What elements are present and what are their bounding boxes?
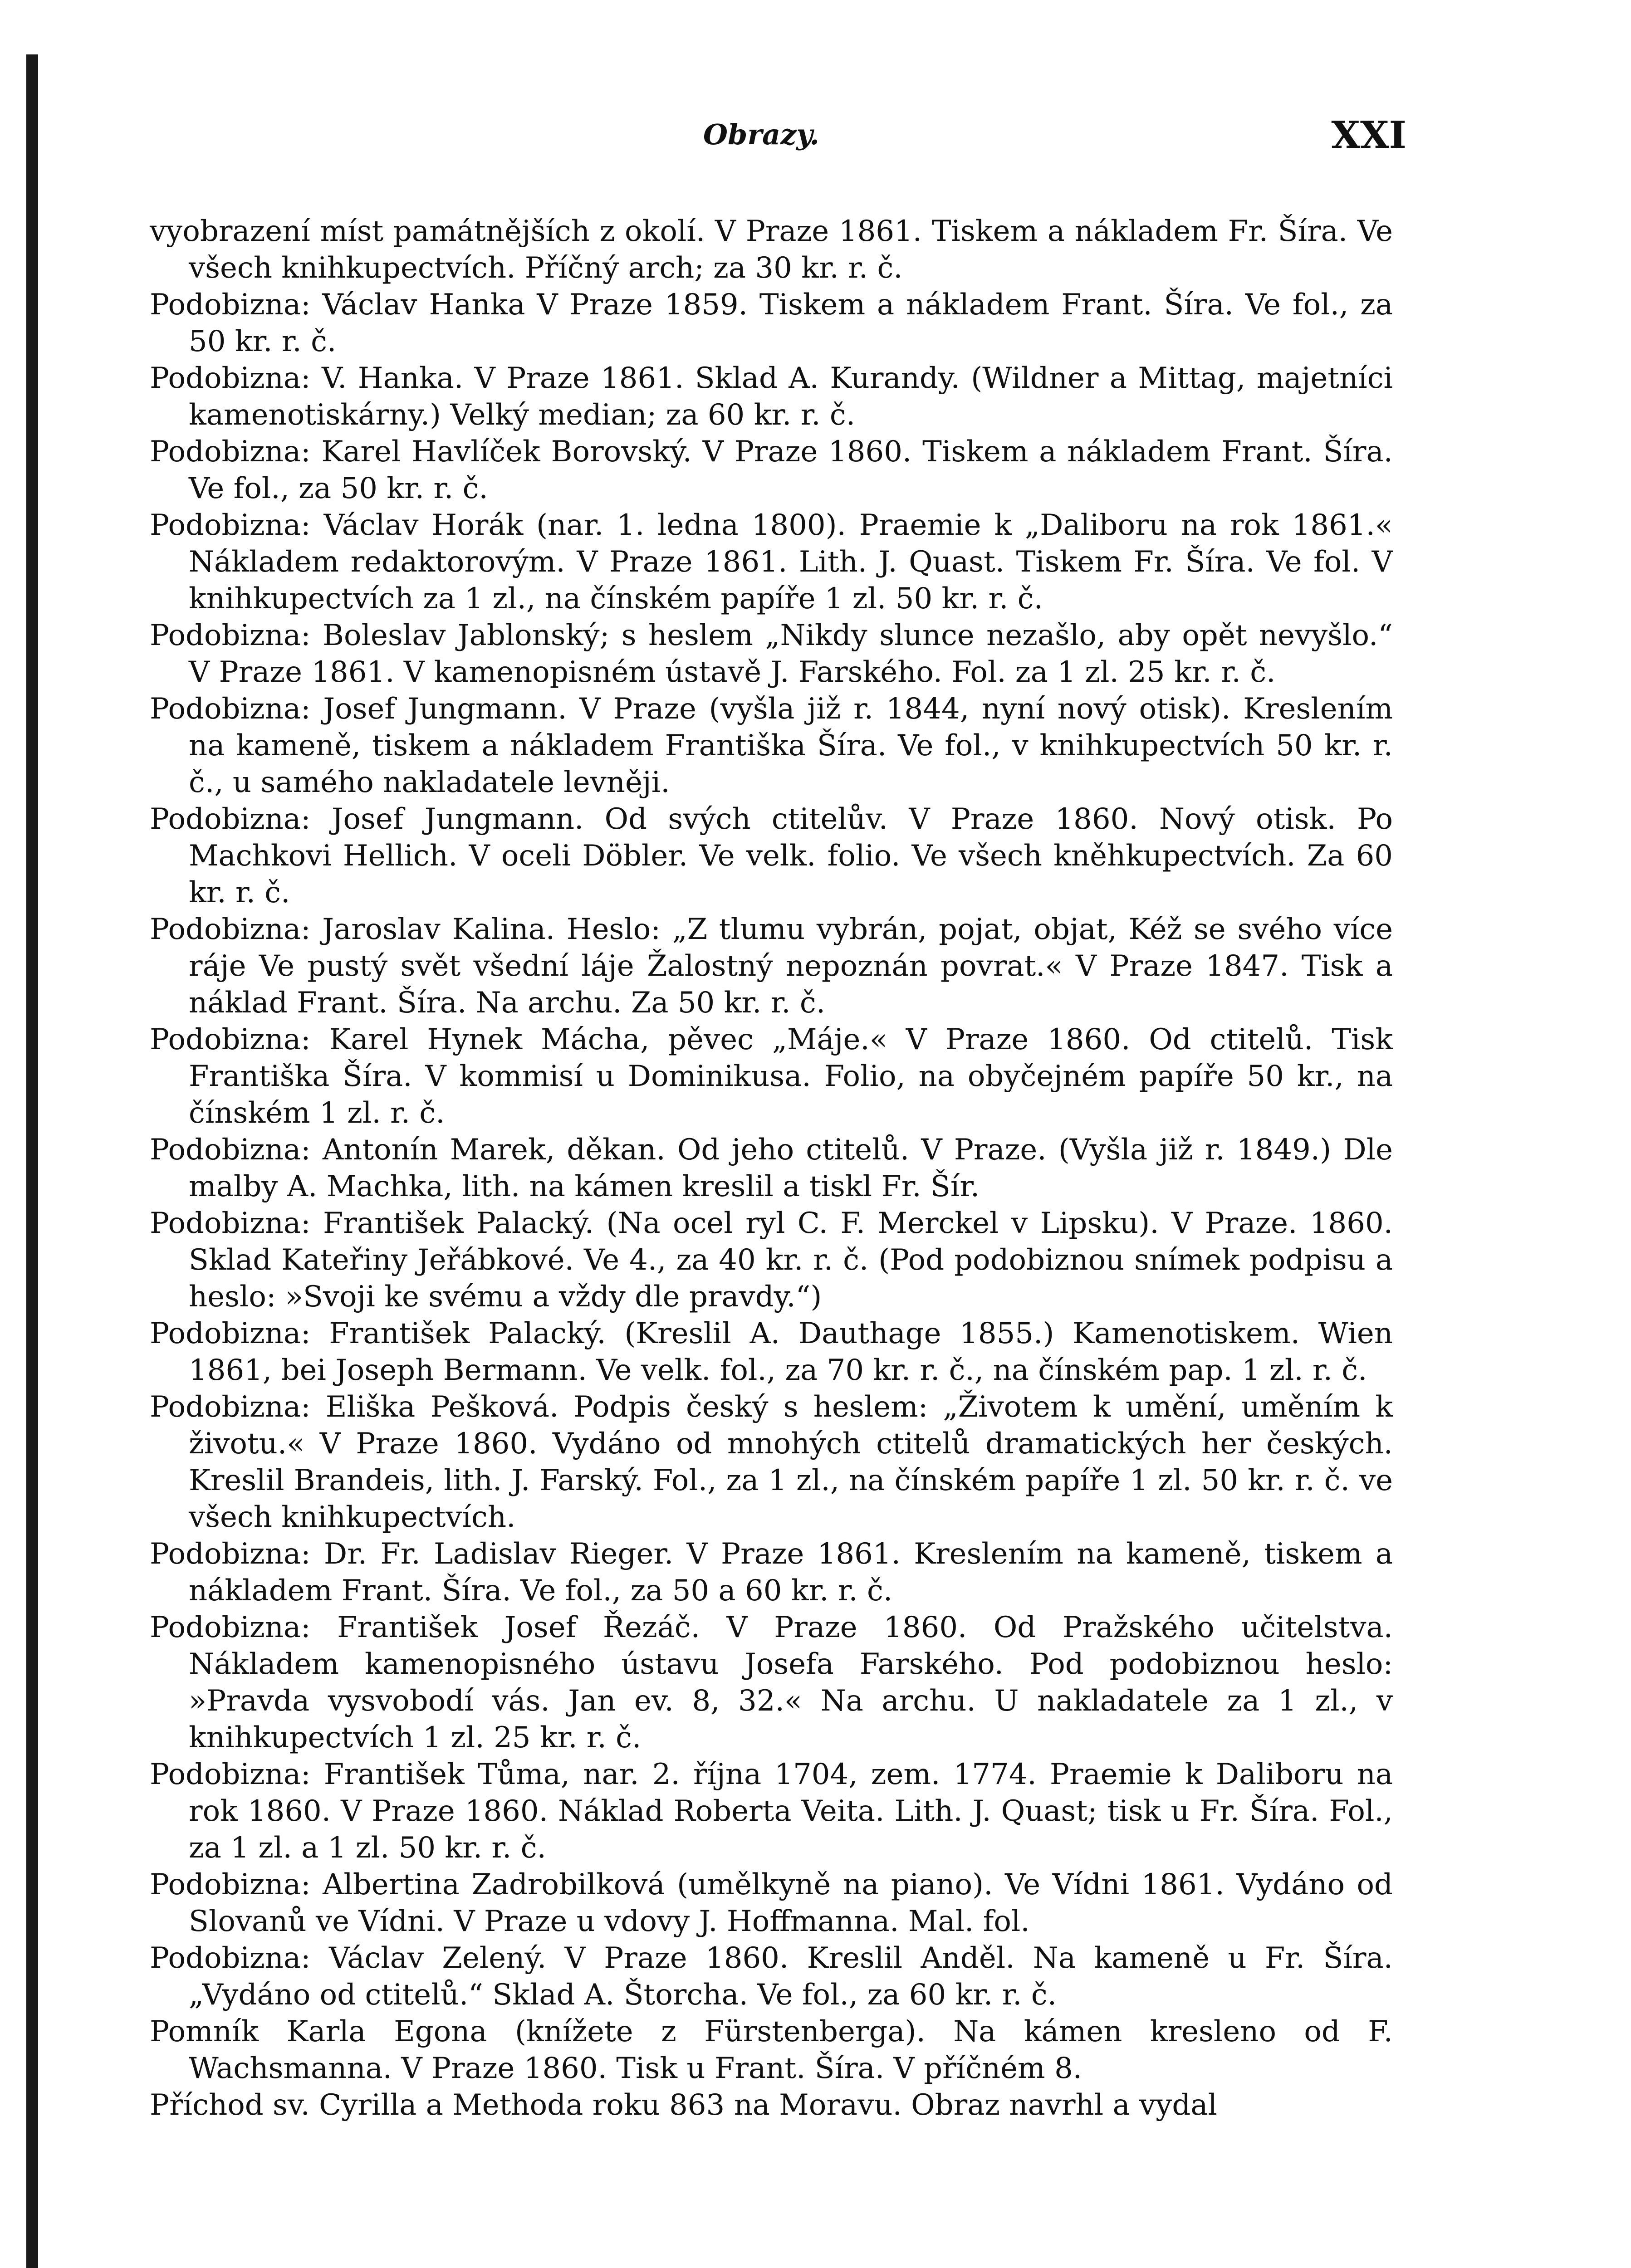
entry-jungmann-1860: Podobizna: Josef Jungmann. Od svých ctitelův. V Praze 1860. Nový otisk. Po Machkovi Hellich. V oceli Döbler. Ve velk. folio. Ve všech kněhkupectvích. Za 60 kr. r. č. — [150, 802, 1393, 909]
entry-marek: Podobizna: Antonín Marek, děkan. Od jeho ctitelů. V Praze. (Vyšla již r. 1849.) Dle malby A. Machka, lith. na kámen kreslil a tiskl Fr. Šír. — [150, 1133, 1393, 1203]
entry-jungmann-1844: Podobizna: Josef Jungmann. V Praze (vyšla již r. 1844, nyní nový otisk). Kreslením na kameně, tiskem a nákladem Františka Šíra. Ve fol., v knihkupectvích 50 kr. r. č., u samého nakladatele levněji. — [150, 692, 1393, 799]
entry-rieger: Podobizna: Dr. Fr. Ladislav Rieger. V Praze 1861. Kreslením na kameně, tiskem a nákladem Frant. Šíra. Ve fol., za 50 a 60 kr. r. č. — [150, 1537, 1393, 1608]
running-head: Obrazy. — [703, 118, 819, 151]
catalog-text — [150, 213, 1393, 2124]
entry-prichod-cyrilla: Příchod sv. Cyrilla a Methoda roku 863 na Moravu. Obraz navrhl a vydal — [150, 2088, 1217, 2122]
entry-hanka-1859: Podobizna: Václav Hanka V Praze 1859. Tiskem a nákladem Frant. Šíra. Ve fol., za 50 kr. r. č. — [150, 288, 1393, 358]
entry-palacky-merckel: Podobizna: František Palacký. (Na ocel ryl C. F. Merckel v Lipsku). V Praze. 1860. Sklad Kateřiny Jeřábkové. Ve 4., za 40 kr. r. č. (Pod podobiznou snímek podpisu a heslo: »Svoji ke svému a vždy dle pravdy.“) — [150, 1207, 1393, 1314]
entry-havlicek: Podobizna: Karel Havlíček Borovský. V Praze 1860. Tiskem a nákladem Frant. Šíra. Ve fol., za 50 kr. r. č. — [150, 435, 1393, 505]
entry-horak: Podobizna: Václav Horák (nar. 1. ledna 1800). Praemie k „Daliboru na rok 1861.« Nákladem redaktorovým. V Praze 1861. Lith. J. Quast. Tiskem Fr. Šíra. Ve fol. V knihkupectvích za 1 zl., na čínském papíře 1 zl. 50 kr. r. č. — [150, 508, 1393, 616]
entry-tuma: Podobizna: František Tůma, nar. 2. října 1704, zem. 1774. Praemie k Daliboru na rok 1860. V Praze 1860. Náklad Roberta Veita. Lith. J. Quast; tisk u Fr. Šíra. Fol., za 1 zl. a 1 zl. 50 kr. r. č. — [150, 1758, 1393, 1865]
entry-kalina: Podobizna: Jaroslav Kalina. Heslo: „Z tlumu vybrán, pojat, objat, Kéž se svého více ráje Ve pustý svět všední láje Žalostný nepoznán povrat.« V Praze 1847. Tisk a náklad Frant. Šíra. Na archu. Za 50 kr. r. č. — [150, 913, 1393, 1020]
entry-zadrobilkova: Podobizna: Albertina Zadrobilková (umělkyně na piano). Ve Vídni 1861. Vydáno od Slovanů ve Vídni. V Praze u vdovy J. Hoffmanna. Mal. fol. — [150, 1868, 1393, 1938]
book-page — [136, 0, 1406, 2268]
entry-peskova: Podobizna: Eliška Pešková. Podpis český s heslem: „Životem k umění, uměním k životu.« V Praze 1860. Vydáno od mnohých ctitelů dramatických her českých. Kreslil Brandeis, lith. J. Farský. Fol., za 1 zl., na čínském papíře 1 zl. 50 kr. r. č. ve všech knihkupectvích. — [150, 1390, 1393, 1534]
entry-pomnik-egona: Pomník Karla Egona (knížete z Fürstenberga). Na kámen kresleno od F. Wachsmanna. V Praze 1860. Tisk u Frant. Šíra. V příčném 8. — [150, 2015, 1393, 2085]
entry-zeleny: Podobizna: Václav Zelený. V Praze 1860. Kreslil Anděl. Na kameně u Fr. Šíra. „Vydáno od ctitelů.“ Sklad A. Štorcha. Ve fol., za 60 kr. r. č. — [150, 1941, 1393, 2012]
entry-continuation: vyobrazení míst památnějších z okolí. V Praze 1861. Tiskem a nákladem Fr. Šíra. Ve všech knihkupectvích. Příčný arch; za 30 kr. r. č. — [150, 215, 1393, 285]
entry-palacky-dauthage: Podobizna: František Palacký. (Kreslil A. Dauthage 1855.) Kamenotiskem. Wien 1861, bei Joseph Bermann. Ve velk. fol., za 70 kr. r. č., na čínském pap. 1 zl. r. č. — [150, 1317, 1393, 1387]
entry-hanka-1861: Podobizna: V. Hanka. V Praze 1861. Sklad A. Kurandy. (Wildner a Mittag, majetníci kamenotiskárny.) Velký median; za 60 kr. r. č. — [150, 362, 1393, 432]
page-header — [136, 109, 1406, 159]
entry-rezac: Podobizna: František Josef Řezáč. V Praze 1860. Od Pražského učitelstva. Nákladem kamenopisného ústavu Josefa Farského. Pod podobiznou heslo: »Pravda vysvobodí vás. Jan ev. 8, 32.« Na archu. U nakladatele za 1 zl., v knihkupectvích 1 zl. 25 kr. r. č. — [150, 1611, 1393, 1755]
scan-binding-edge — [26, 54, 38, 2268]
page-number: XXI — [1331, 113, 1406, 157]
entry-macha: Podobizna: Karel Hynek Mácha, pěvec „Máje.« V Praze 1860. Od ctitelů. Tisk Františka Šíra. V kommisí u Dominikusa. Folio, na obyčejném papíře 50 kr., na čínském 1 zl. r. č. — [150, 1023, 1393, 1130]
entry-jablonsky: Podobizna: Boleslav Jablonský; s heslem „Nikdy slunce nezašlo, aby opět nevyšlo.“ V Praze 1861. V kamenopisném ústavě J. Farského. Fol. za 1 zl. 25 kr. r. č. — [150, 619, 1393, 689]
